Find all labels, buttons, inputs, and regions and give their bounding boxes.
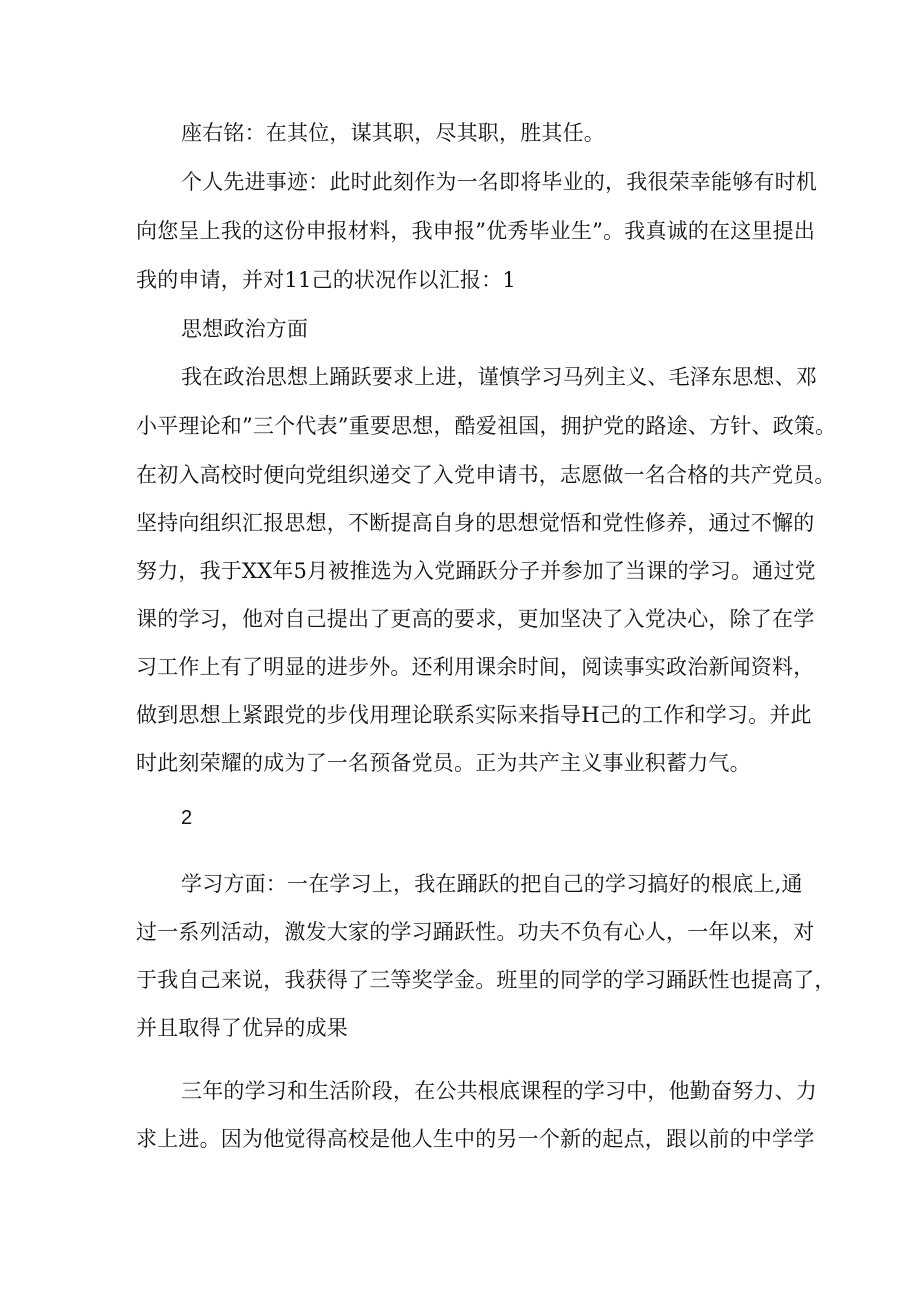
section-number: 2 [181,807,193,829]
study-paragraph-line-1: 学习方面：一在学习上，我在踊跃的把自己的学习搞好的根底上,通 [181,872,803,896]
general-paragraph-line-2: 求上进。因为他觉得高校是他人生中的另一个新的起点，跟以前的中学学 [136,1127,815,1151]
political-paragraph-line-9: 时此刻荣耀的成为了一名预备党员。正为共产主义事业积蓄力气。 [136,751,751,775]
political-paragraph-line-5: 努力，我于XX年5月被推选为入党踊跃分子并参加了当课的学习。通过党 [136,559,816,583]
general-paragraph-line-1: 三年的学习和生活阶段，在公共根底课程的学习中，他勤奋努力、力 [181,1079,817,1103]
intro-line-1: 个人先进事迹：此时此刻作为一名即将毕业的，我很荣幸能够有时机 [181,170,817,194]
political-paragraph-line-4: 坚持向组织汇报思想，不断提高自身的思想觉悟和党性修养，通过不懈的 [136,511,815,535]
political-paragraph-line-8: 做到思想上紧跟党的步伐用理论联系实际来指导H己的工作和学习。并此 [136,703,812,727]
study-paragraph-line-4: 并且取得了优异的成果 [136,1016,348,1040]
intro-line-3: 我的申请，并对11己的状况作以汇报：1 [136,268,516,292]
political-paragraph-line-1: 我在政治思想上踊跃要求上进，谨慎学习马列主义、毛泽东思想、邓 [181,365,817,389]
study-paragraph-line-3: 于我自己来说，我获得了三等奖学金。班里的同学的学习踊跃性也提高了， [136,968,836,992]
political-paragraph-line-3: 在初入高校时便向党组织递交了入党申请书，志愿做一名合格的共产党员。 [136,463,836,487]
study-paragraph-line-2: 过一系列活动，激发大家的学习踊跃性。功夫不负有心人，一年以来，对 [136,920,815,944]
political-paragraph-line-6: 课的学习，他对自己提出了更高的要求，更加坚决了入党决心，除了在学 [136,607,815,631]
intro-line-2: 向您呈上我的这份申报材料，我申报”优秀毕业生”。我真诚的在这里提出 [136,219,816,243]
section-heading-political: 思想政治方面 [181,317,309,341]
political-paragraph-line-2: 小平理论和”三个代表”重要思想，酷爱祖国，拥护党的路途、方针、政策。 [136,414,837,438]
motto-line: 座右铭：在其位，谋其职，尽其职，胜其任。 [181,121,605,145]
political-paragraph-line-7: 习工作上有了明显的进步外。还利用课余时间，阅读事实政治新闻资料， [136,655,815,679]
